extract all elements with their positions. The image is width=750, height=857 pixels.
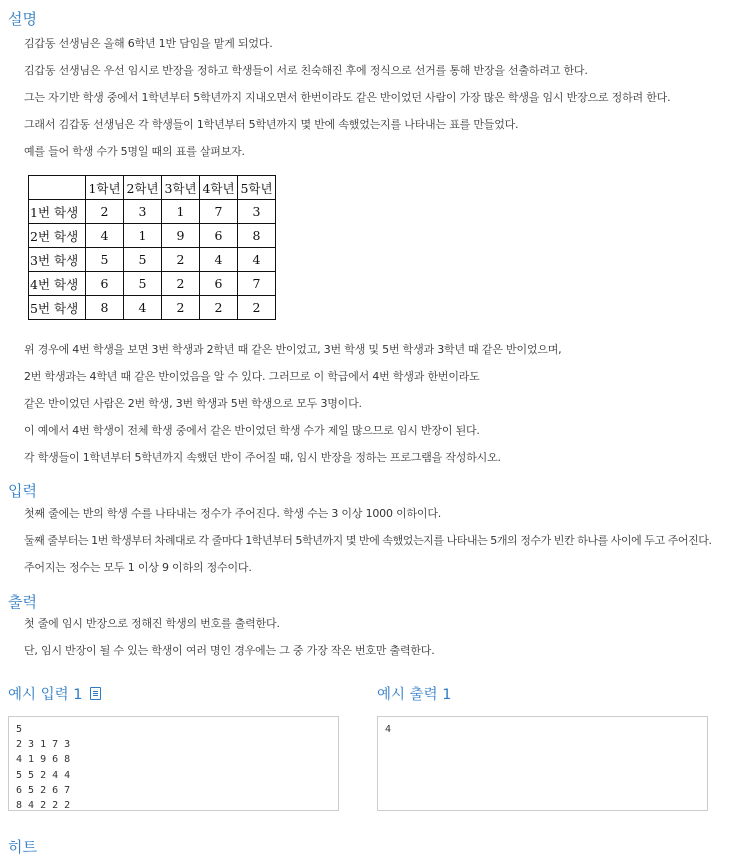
table-cell: 7 [200,200,238,224]
description-paragraph: 위 경우에 4번 학생을 보면 3번 학생과 2학년 때 같은 반이었고, 3번 학생 및 5번 학생과 3학년 때 같은 반이었으며, [24,343,562,356]
table-column-header: 3학년 [162,176,200,200]
output-paragraph: 단, 임시 반장이 될 수 있는 학생이 여러 명인 경우에는 그 중 가장 작은 번호만 출력한다. [24,644,435,657]
table-header-row [29,176,276,200]
table-row [29,248,276,272]
table-cell: 1 [162,200,200,224]
copy-icon[interactable] [90,687,101,700]
table-cell: 2 [86,200,124,224]
example-output-text: 4 [385,724,392,735]
table-cell: 2 [162,248,200,272]
table-cell: 1 [124,224,162,248]
table-row-label: 1번 학생 [29,200,86,224]
table-column-header: 5학년 [238,176,276,200]
table-cell: 8 [86,296,124,320]
table-column-header: 2학년 [124,176,162,200]
table-cell: 5 [124,248,162,272]
input-paragraph: 첫째 줄에는 반의 학생 수를 나타내는 정수가 주어진다. 학생 수는 3 이상 1000 이하이다. [24,507,442,520]
example-input-title [8,683,101,704]
table-row [29,200,276,224]
example-input-box[interactable] [8,716,339,811]
table-cell: 3 [238,200,276,224]
description-paragraph: 김갑동 선생님은 올해 6학년 1반 담임을 맡게 되었다. [24,37,273,50]
example-output-title: 예시 출력 1 [377,687,452,703]
table-cell: 4 [238,248,276,272]
table-cell: 6 [200,224,238,248]
table-cell: 8 [238,224,276,248]
table-column-header: 4학년 [200,176,238,200]
hint-title: 히트 [8,838,37,856]
example-input-title-text: 예시 입력 1 [8,687,83,703]
description-paragraph: 같은 반이었던 사람은 2번 학생, 3번 학생과 5번 학생으로 모두 3명이다. [24,397,362,410]
description-paragraph: 그래서 김갑동 선생님은 각 학생들이 1학년부터 5학년까지 몇 반에 속했었는지를 나타내는 표를 만들었다. [24,118,519,131]
table-row-label: 2번 학생 [29,224,86,248]
output-paragraph: 첫 줄에 임시 반장으로 정해진 학생의 번호를 출력한다. [24,617,280,630]
table-cell: 2 [162,272,200,296]
input-paragraph: 주어지는 정수는 모두 1 이상 9 이하의 정수이다. [24,561,252,574]
class-history-table [28,175,276,320]
table-row [29,224,276,248]
table-cell: 6 [200,272,238,296]
input-title: 입력 [8,482,37,500]
description-paragraph: 각 학생들이 1학년부터 5학년까지 속했던 반이 주어질 때, 임시 반장을 정하는 프로그램을 작성하시오. [24,451,501,464]
table-cell: 4 [86,224,124,248]
table-row-label: 5번 학생 [29,296,86,320]
table-cell: 7 [238,272,276,296]
table-cell: 2 [200,296,238,320]
table-row-label: 4번 학생 [29,272,86,296]
description-paragraph: 그는 자기반 학생 중에서 1학년부터 5학년까지 지내오면서 한번이라도 같은 반이었던 사람이 가장 많은 학생을 임시 반장으로 정하려 한다. [24,91,671,104]
table-cell: 5 [86,248,124,272]
description-paragraph: 이 예에서 4번 학생이 전체 학생 중에서 같은 반이었던 학생 수가 제일 많으므로 임시 반장이 된다. [24,424,480,437]
table-column-header: 1학년 [86,176,124,200]
table-cell: 2 [162,296,200,320]
table-cell: 5 [124,272,162,296]
table-cell: 9 [162,224,200,248]
output-title: 출력 [8,593,37,611]
table-row [29,296,276,320]
table-cell: 2 [238,296,276,320]
example-input-text: 5 2 3 1 7 3 4 1 9 6 8 5 5 2 4 4 6 5 2 6 7 8 4 2 2 2 [16,724,71,812]
table-row-label: 3번 학생 [29,248,86,272]
example-output-box[interactable] [377,716,708,811]
table-cell: 4 [124,296,162,320]
table-cell: 4 [200,248,238,272]
table-corner-cell [29,176,86,200]
description-paragraph: 예를 들어 학생 수가 5명일 때의 표를 살펴보자. [24,145,245,158]
description-title: 설명 [8,10,37,28]
table-cell: 3 [124,200,162,224]
table-cell: 6 [86,272,124,296]
description-paragraph: 김갑동 선생님은 우선 임시로 반장을 정하고 학생들이 서로 친숙해진 후에 정식으로 선거를 통해 반장을 선출하려고 한다. [24,64,588,77]
input-paragraph: 둘째 줄부터는 1번 학생부터 차례대로 각 줄마다 1학년부터 5학년까지 몇 반에 속했었는지를 나타내는 5개의 정수가 빈칸 하나를 사이에 두고 주어진다. [24,534,712,547]
description-paragraph: 2번 학생과는 4학년 때 같은 반이었음을 알 수 있다. 그러므로 이 학급에서 4번 학생과 한번이라도 [24,370,480,383]
table-row [29,272,276,296]
